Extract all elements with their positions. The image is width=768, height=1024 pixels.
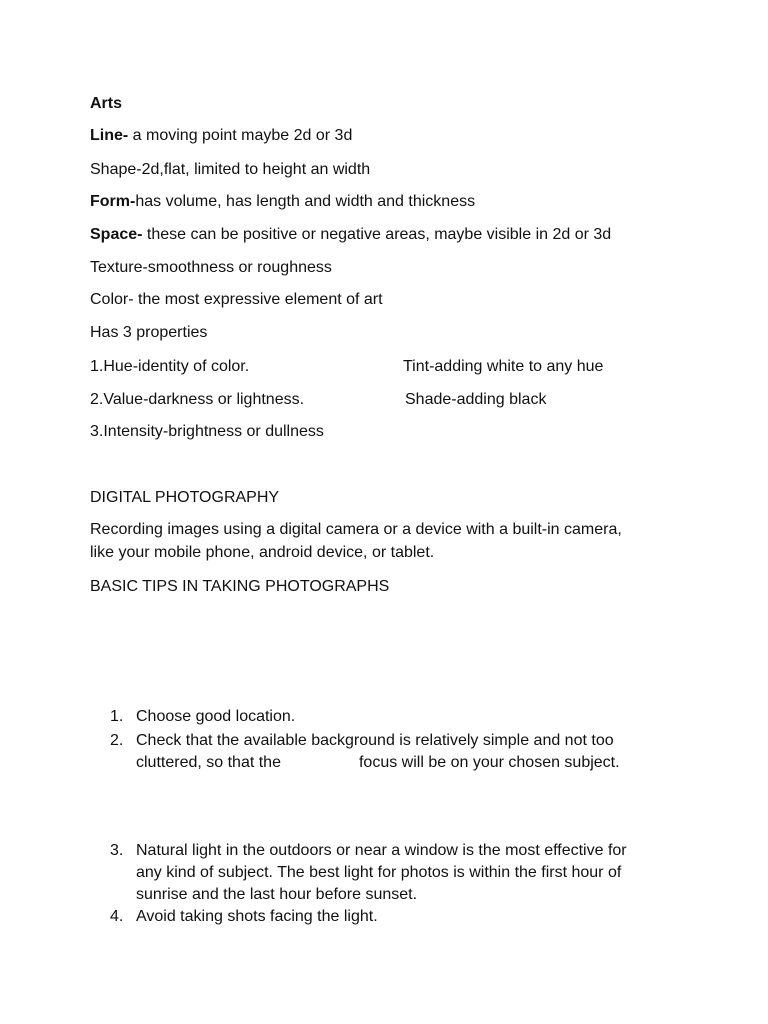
tip-text-part: cluttered, so that the xyxy=(136,754,281,771)
tips-title: BASIC TIPS IN TAKING PHOTOGRAPHS xyxy=(90,578,390,595)
hue-item: 1.Hue-identity of color. xyxy=(90,358,250,375)
space-definition xyxy=(90,225,611,245)
intensity-item: 3.Intensity-brightness or dullness xyxy=(90,423,324,440)
tip-text: Choose good location. xyxy=(136,708,296,725)
tint-item: Tint-adding white to any hue xyxy=(403,358,604,375)
tip-number: 2. xyxy=(110,732,124,749)
shape-definition: Shape-2d,flat, limited to height an width xyxy=(90,161,371,178)
tip-text-line: sunrise and the last hour before sunset. xyxy=(136,886,418,903)
texture-definition: Texture-smoothness or roughness xyxy=(90,259,332,276)
tip-text-part: focus will be on your chosen subject. xyxy=(358,754,620,771)
photography-definition-line-1: Recording images using a digital camera or a device with a built-in camera, xyxy=(90,521,622,538)
tip-text xyxy=(136,840,686,906)
line-def: a moving point maybe 2d or 3d xyxy=(128,127,353,144)
doc-heading: Arts xyxy=(90,95,123,112)
photography-definition-line-2: like your mobile phone, android device, or tablet. xyxy=(90,544,435,561)
form-definition xyxy=(90,192,475,212)
tip-number: 4. xyxy=(110,908,124,925)
space-def: these can be positive or negative areas, maybe visible in 2d or 3d xyxy=(142,226,612,243)
tip-text-line: Check that the available background is relatively simple and not too xyxy=(136,732,614,749)
value-item: 2.Value-darkness or lightness. xyxy=(90,391,305,408)
tip-number: 1. xyxy=(110,708,124,725)
properties-heading: Has 3 properties xyxy=(90,324,208,341)
line-definition xyxy=(90,126,352,146)
tip-text xyxy=(136,730,686,774)
form-term: Form- xyxy=(90,193,136,210)
tip-text: Avoid taking shots facing the light. xyxy=(136,908,378,925)
photography-title: DIGITAL PHOTOGRAPHY xyxy=(90,489,280,506)
shade-item: Shade-adding black xyxy=(405,391,547,408)
tip-text-line xyxy=(136,752,686,774)
form-def: has volume, has length and width and thickness xyxy=(135,193,476,210)
tip-text-line: Natural light in the outdoors or near a window is the most effective for xyxy=(136,842,627,859)
tip-number: 3. xyxy=(110,842,124,859)
color-definition: Color- the most expressive element of art xyxy=(90,291,383,308)
tip-text-line: any kind of subject. The best light for photos is within the first hour of xyxy=(136,864,622,881)
line-term: Line- xyxy=(90,127,129,144)
space-term: Space- xyxy=(90,226,143,243)
